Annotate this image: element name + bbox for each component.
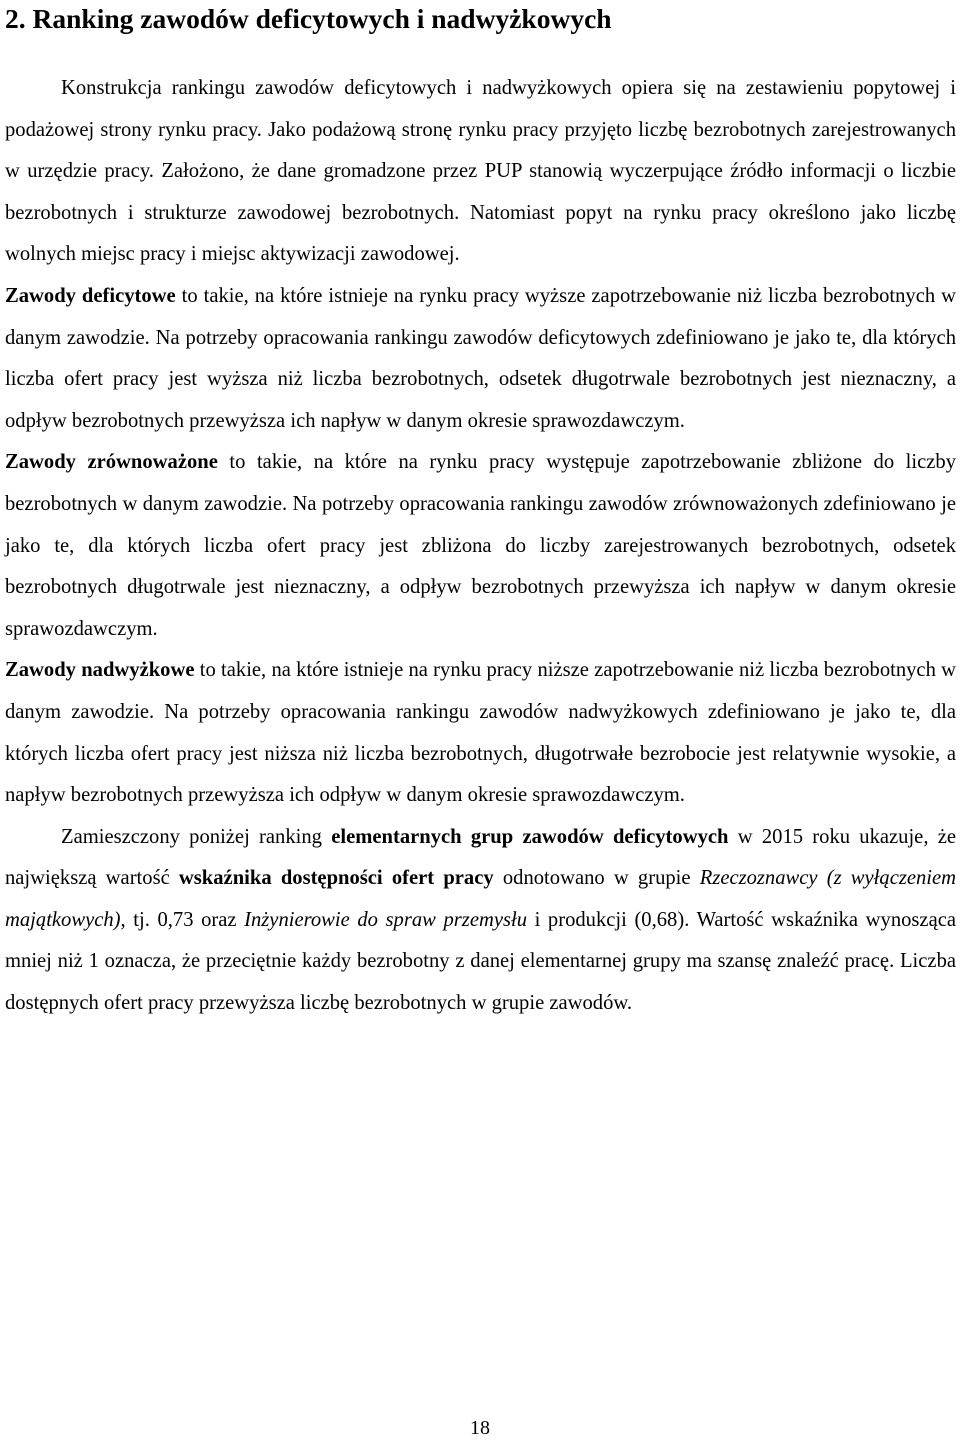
paragraph-balanced-text: to takie, na które na rynku pracy występuje zapotrzebowanie zbliżone do liczby bezrobotnych w danym zawodzie. Na potrzeby opracowania rankingu zawodów zrównoważonych zdefiniowano je jako te, dla których liczba ofert pracy jest zbliżona do liczby zarejestrowanych bezrobotnych, odsetek bezrobotnych długotrwale jest nieznaczny, a odpływ bezrobotnych przewyższa ich napływ w danym okresie sprawozdawczym. <box>5 451 956 640</box>
page-number: 18 <box>470 1417 490 1439</box>
summary-italic-appraisers: Rzeczoznawcy (z wyłączeniem majątkowych) <box>5 867 957 931</box>
summary-text-3: odnotowano w grupie <box>493 867 700 890</box>
document-body <box>5 68 956 1025</box>
summary-text-1: Zamieszczony poniżej ranking <box>61 825 332 848</box>
paragraph-deficit-professions <box>5 276 956 442</box>
section-heading: 2. Ranking zawodów deficytowych i nadwyżkowych <box>5 3 612 34</box>
paragraph-surplus-professions <box>5 650 956 816</box>
paragraph-intro <box>5 68 956 276</box>
term-deficit-professions: Zawody deficytowe <box>5 284 176 307</box>
summary-text-5: i produkcji (0,68). Wartość wskaźnika wynosząca mniej niż 1 oznacza, że przeciętnie każdy bezrobotny z danej elementarnej grupy ma szansę znaleźć pracę. Liczba dostępnych ofert pracy przewyższa liczbę bezrobotnych w grupie zawodów. <box>5 908 956 1015</box>
summary-italic-engineers: Inżynierowie do spraw przemysłu <box>244 908 528 931</box>
paragraph-ranking-summary <box>5 817 956 1025</box>
paragraph-deficit-text: to takie, na które istnieje na rynku pracy wyższe zapotrzebowanie niż liczba bezrobotnych w danym zawodzie. Na potrzeby opracowania rankingu zawodów deficytowych zdefiniowano je jako te, dla których liczba ofert pracy jest wyższa niż liczba bezrobotnych, odsetek długotrwale bezrobotnych jest nieznaczny, a odpływ bezrobotnych przewyższa ich napływ w danym okresie sprawozdawczym. <box>5 284 956 432</box>
paragraph-intro-text: Konstrukcja rankingu zawodów deficytowych i nadwyżkowych opiera się na zestawieniu popytowej i podażowej strony rynku pracy. Jako podażową stronę rynku pracy przyjęto liczbę bezrobotnych zarejestrowanych w urzędzie pracy. Założono, że dane gromadzone przez PUP stanowią wyczerpujące źródło informacji o liczbie bezrobotnych i strukturze zawodowej bezrobotnych. Natomiast popyt na rynku pracy określono jako liczbę wolnych miejsc pracy i miejsc aktywizacji zawodowej. <box>5 77 956 266</box>
summary-text-2: w 2015 roku ukazuje, że największą wartość <box>5 825 957 890</box>
summary-text-4: , tj. 0,73 oraz <box>120 908 245 931</box>
summary-bold-groups: elementarnych grup zawodów deficytowych <box>331 825 729 848</box>
paragraph-balanced-professions <box>5 442 956 650</box>
term-surplus-professions: Zawody nadwyżkowe <box>5 659 195 682</box>
paragraph-surplus-text: to takie, na które istnieje na rynku pracy niższe zapotrzebowanie niż liczba bezrobotnych w danym zawodzie. Na potrzeby opracowania rankingu zawodów nadwyżkowych zdefiniowano je jako te, dla których liczba ofert pracy jest niższa niż liczba bezrobotnych, długotrwałe bezrobocie jest relatywnie wysokie, a napływ bezrobotnych przewyższa ich odpływ w danym okresie sprawozdawczym. <box>5 659 956 807</box>
term-balanced-professions: Zawody zrównoważone <box>5 451 218 474</box>
summary-bold-indicator: wskaźnika dostępności ofert pracy <box>178 867 494 890</box>
